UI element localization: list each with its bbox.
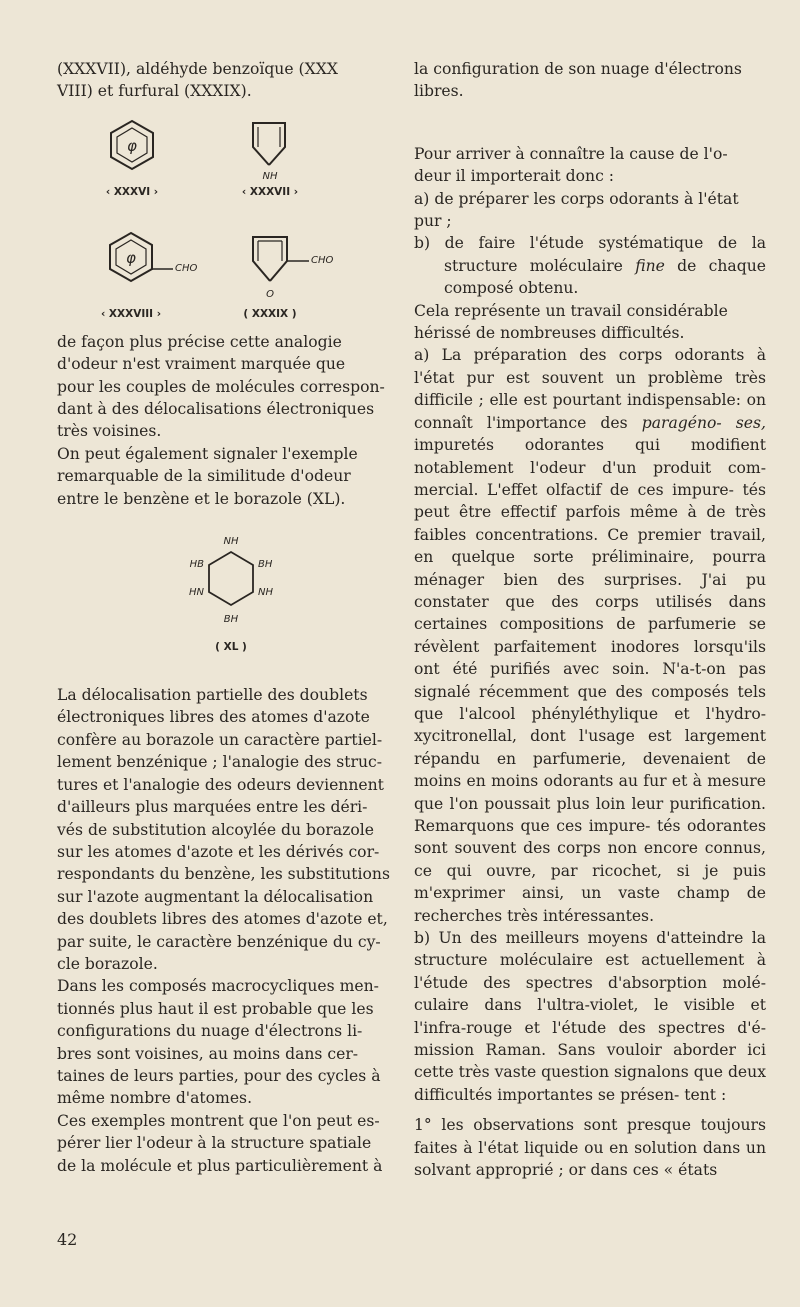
structures-figure — [57, 103, 394, 331]
paragraph-cela — [414, 300, 766, 345]
right-column — [414, 58, 766, 1182]
text-line: lement benzénique ; l'analogie des struc- — [57, 753, 383, 772]
paragraph-config — [414, 58, 766, 103]
text-line: sur l'azote augmentant la délocalisation — [57, 887, 374, 906]
paragraph-analogie — [57, 331, 394, 443]
text-line: par suite, le caractère benzénique du cy- — [57, 932, 381, 951]
paragraph-delocalisation — [57, 684, 394, 975]
text-run: b) de faire l'étude systématique de la structure moléculaire — [414, 234, 766, 275]
text-line: très voisines. — [57, 422, 162, 441]
page-number: 42 — [57, 1230, 78, 1249]
text-line: cle borazole. — [57, 954, 158, 973]
label-xl: ( XL ) — [215, 641, 247, 654]
text-line: VIII) et furfural (XXXIX). — [57, 82, 252, 101]
text-line: pur ; — [414, 212, 452, 231]
text-line: remarquable de la similitude d'odeur — [57, 467, 351, 486]
atom-bottom: BH — [223, 614, 239, 626]
text-line: configurations du nuage d'électrons li- — [57, 1022, 363, 1041]
text-line: de la molécule et plus particulièrement à — [57, 1156, 383, 1175]
text-line: tures et l'analogie des odeurs deviennent — [57, 775, 384, 794]
text-line: sur les atomes d'azote et les dérivés cor- — [57, 842, 380, 861]
text-line: Pour arriver à connaître la cause de l'o- — [414, 144, 728, 163]
text-run: a) La préparation des corps odorants à l'état pur est souvent un problème très difficile ; elle est pourtant indispensable: on connaît l'importance des — [414, 346, 766, 432]
emphasis-text: paragéno- ses, — [641, 413, 766, 432]
paragraph-b-structure: b) Un des meilleurs moyens d'atteindre la structure moléculaire est actuellement à l'étude des spectres d'absorption molé- culaire dans l'ultra-violet, le visible et l'infra-rouge et l'étude des spectres d'é- mission Raman. Sans vouloir aborder ici cette très vaste question signalons que deux difficultés importantes se présen- tent : — [414, 929, 766, 1104]
paragraph-exemples — [57, 1110, 394, 1177]
label-xxxix: ( XXXIX ) — [243, 307, 297, 320]
borazole-svg — [57, 532, 394, 664]
label-xxxvii: ‹ XXXVII › — [241, 185, 299, 198]
borazole-figure — [57, 532, 394, 664]
text-line: pérer lier l'odeur à la structure spatiale — [57, 1134, 372, 1153]
text-line: Cela représente un travail considérable — [414, 301, 728, 320]
phi-symbol: φ — [126, 248, 136, 267]
text-line: respondants du benzène, les substitutions — [57, 865, 390, 884]
paragraph-macrocycliques — [57, 975, 394, 1109]
atom-upper-left: HB — [189, 559, 204, 571]
text-line: La délocalisation partielle des doublets — [57, 686, 368, 705]
text-line: pour les couples de molécules correspon- — [57, 377, 385, 396]
text-line: même nombre d'atomes. — [57, 1089, 253, 1108]
paragraph-a-preparation — [414, 344, 766, 927]
text-line: hérissé de nombreuses difficultés. — [414, 324, 685, 343]
nh-label: NH — [262, 170, 278, 182]
text-line: électroniques libres des atomes d'azote — [57, 708, 370, 727]
atom-lower-right: NH — [258, 587, 273, 599]
cho-group: CHO — [311, 254, 334, 266]
text-line: Dans les composés macrocycliques men- — [57, 977, 379, 996]
structure-xxxviii — [101, 233, 198, 320]
phi-symbol: φ — [127, 136, 137, 155]
text-run: de chaque composé obtenu. — [444, 256, 766, 298]
text-line: d'odeur n'est vraiment marquée que — [57, 355, 346, 374]
structure-xxxix — [243, 237, 333, 320]
text-line: libres. — [414, 82, 464, 101]
text-line: de façon plus précise cette analogie — [57, 332, 342, 351]
text-line: des doublets libres des atomes d'azote et, — [57, 910, 388, 929]
list-item-b — [414, 232, 766, 299]
paragraph-benzene — [57, 443, 394, 510]
text-line: bres sont voisines, au moins dans cer- — [57, 1044, 359, 1063]
atom-upper-right: BH — [258, 559, 273, 571]
paragraph-pour — [414, 143, 766, 188]
o-label: O — [266, 288, 274, 300]
cho-group: CHO — [175, 262, 198, 274]
text-line: d'ailleurs plus marquées entre les déri- — [57, 798, 368, 817]
left-column — [57, 58, 394, 1177]
structure-xxxvi — [106, 121, 158, 198]
text-line: taines de leurs parties, pour des cycles à — [57, 1066, 381, 1085]
text-line: Ces exemples montrent que l'on peut es- — [57, 1111, 380, 1130]
atom-top: NH — [223, 536, 239, 548]
text-line: dant à des délocalisations électroniques — [57, 400, 375, 419]
paragraph-1-observations: 1° les observations sont presque toujours faites à l'état liquide ou en solution dans un solvant approprié ; or dans ces « états — [414, 1116, 766, 1180]
structures-svg — [57, 103, 394, 331]
text-run: impuretés odorantes qui modifient notablement l'odeur d'un produit com- mercial. L'effet olfactif de ces impure- tés peut être effectif parfois même à de très faibles concentrations. Ce premier travail, en quelque sorte préliminaire, pourra ménager bien des surprises. J'ai pu constater que des corps utilisés dans certaines compositions de parfumerie se révèlent parfaitement inodores lorsqu'ils ont été purifiés avec soin. N'a-t-on pas signalé récemment que des composés tels que l'alcool phényléthylique et l'hydro- xycitronellal, dont l'usage est largement répandu en parfumerie, devenaient de moins en moins odorants au fur et à mesure que l'on poussait plus loin leur purification. Remarquons que ces impure- tés odorantes sont souvent des corps non encore connus, ce qui ouvre, par ricochet, si je puis m'exprimer ainsi, un vaste champ de recherches très intéressantes. — [414, 436, 766, 925]
label-xxxviii: ‹ XXXVIII › — [100, 307, 162, 320]
list-item-a — [414, 188, 766, 233]
atom-lower-left: HN — [189, 587, 204, 599]
label-xxxvi: ‹ XXXVI › — [105, 185, 159, 198]
text-line: (XXXVII), aldéhyde benzoïque (XXX — [57, 60, 338, 78]
text-line: vés de substitution alcoylée du borazole — [57, 820, 374, 839]
text-line: confère au borazole un caractère partiel- — [57, 730, 383, 749]
text-line: a) de préparer les corps odorants à l'état — [414, 189, 739, 208]
paragraph-intro — [57, 58, 394, 103]
emphasis-text: fine — [635, 256, 665, 275]
text-line: deur il importerait donc : — [414, 167, 615, 186]
text-line: entre le benzène et le borazole (XL). — [57, 489, 346, 508]
text-line: On peut également signaler l'exemple — [57, 444, 358, 463]
text-line: la configuration de son nuage d'électrons — [414, 60, 742, 78]
text-line: tionnés plus haut il est probable que les — [57, 999, 374, 1018]
structure-xxxvii — [242, 123, 298, 198]
